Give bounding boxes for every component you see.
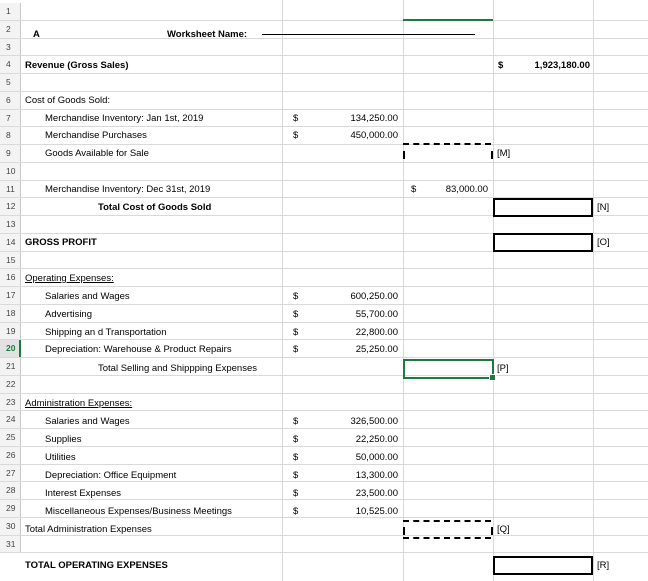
- row-header[interactable]: 11: [0, 181, 21, 198]
- admin-item-label: Interest Expenses: [45, 488, 122, 499]
- row-header[interactable]: 16: [0, 269, 21, 286]
- row-header[interactable]: 2: [0, 21, 21, 38]
- admin-item-dollar: $: [293, 452, 299, 463]
- selected-cell[interactable]: [403, 359, 494, 379]
- input-box-n[interactable]: [493, 198, 593, 217]
- inv-jan-amount: 134,250.00: [350, 113, 398, 124]
- row-header[interactable]: 12: [0, 198, 21, 215]
- row-header[interactable]: 21: [0, 358, 21, 375]
- dashed-tick: [403, 527, 405, 535]
- purchases-label: Merchandise Purchases: [45, 130, 147, 141]
- op-item-amount: 600,250.00: [350, 291, 398, 302]
- admin-item-amount: 10,525.00: [355, 506, 398, 517]
- admin-item-label: Salaries and Wages: [45, 416, 130, 427]
- total-operating-label: TOTAL OPERATING EXPENSES: [25, 560, 168, 571]
- inv-dec-dollar: $: [411, 184, 417, 195]
- row-header[interactable]: 10: [0, 163, 21, 180]
- admin-item-amount: 50,000.00: [355, 452, 398, 463]
- admin-item-amount: 22,250.00: [355, 434, 398, 445]
- revenue-dollar: $: [498, 60, 504, 71]
- op-item-label: Shipping an d Transportation: [45, 327, 167, 338]
- row-header[interactable]: 24: [0, 411, 21, 428]
- op-item-amount: 25,250.00: [355, 344, 398, 355]
- operating-title: Operating Expenses:: [25, 273, 114, 284]
- dashed-tick: [491, 527, 493, 535]
- row-header[interactable]: 29: [0, 500, 21, 517]
- admin-item-label: Depreciation: Office Equipment: [45, 470, 177, 481]
- sheet-row[interactable]: [0, 536, 648, 554]
- op-item-amount: 22,800.00: [355, 327, 398, 338]
- op-item-dollar: $: [293, 309, 299, 320]
- cogs-title: Cost of Goods Sold:: [25, 95, 111, 106]
- sheet-row[interactable]: [0, 39, 648, 57]
- operating-total-label: Total Selling and Shippping Expenses: [98, 363, 257, 374]
- marker-n: [N]: [597, 202, 610, 213]
- input-box-r[interactable]: [493, 556, 593, 575]
- op-item-dollar: $: [293, 327, 299, 338]
- row-header[interactable]: 20: [0, 340, 21, 357]
- admin-title: Administration Expenses:: [25, 398, 133, 409]
- marker-q: [Q]: [497, 524, 510, 535]
- dashed-line: [403, 520, 491, 522]
- sheet-row[interactable]: [0, 21, 648, 39]
- marker-o: [O]: [597, 237, 610, 248]
- admin-item-label: Supplies: [45, 434, 82, 445]
- fill-handle[interactable]: [489, 374, 496, 381]
- row-header[interactable]: 27: [0, 465, 21, 482]
- purchases-dollar: $: [293, 130, 299, 141]
- available-label: Goods Available for Sale: [45, 148, 149, 159]
- row-header[interactable]: 25: [0, 429, 21, 446]
- row-header[interactable]: 31: [0, 536, 21, 553]
- row-header[interactable]: 6: [0, 92, 21, 109]
- admin-item-amount: 326,500.00: [350, 416, 398, 427]
- purchases-amount: 450,000.00: [350, 130, 398, 141]
- sheet-row[interactable]: [0, 252, 648, 270]
- row-header[interactable]: 1: [0, 3, 21, 20]
- admin-item-amount: 23,500.00: [355, 488, 398, 499]
- row-header[interactable]: 14: [0, 234, 21, 251]
- top-border-line: [403, 19, 493, 21]
- admin-item-label: Miscellaneous Expenses/Business Meetings: [45, 506, 232, 517]
- row-header[interactable]: 15: [0, 252, 21, 269]
- marker-m: [M]: [497, 148, 511, 159]
- inv-dec-amount: 83,000.00: [445, 184, 488, 195]
- revenue-label: Revenue (Gross Sales): [25, 60, 129, 71]
- row-header[interactable]: 8: [0, 127, 21, 144]
- row-header[interactable]: 22: [0, 376, 21, 393]
- op-item-label: Salaries and Wages: [45, 291, 130, 302]
- marker-r: [R]: [597, 560, 610, 571]
- worksheet-name-underline: [262, 34, 475, 35]
- row-header[interactable]: 26: [0, 447, 21, 464]
- input-box-o[interactable]: [493, 233, 593, 252]
- cogs-total-label: Total Cost of Goods Sold: [98, 202, 212, 213]
- admin-item-dollar: $: [293, 416, 299, 427]
- row-header[interactable]: 13: [0, 216, 21, 233]
- row-header[interactable]: 30: [0, 518, 21, 535]
- op-item-dollar: $: [293, 291, 299, 302]
- row-header[interactable]: 3: [0, 39, 21, 56]
- inv-jan-label: Merchandise Inventory: Jan 1st, 2019: [45, 113, 204, 124]
- row-header[interactable]: 19: [0, 323, 21, 340]
- inv-jan-dollar: $: [293, 113, 299, 124]
- admin-total-label: Total Administration Expenses: [25, 524, 152, 535]
- op-item-dollar: $: [293, 344, 299, 355]
- dashed-tick: [403, 151, 405, 159]
- row-header[interactable]: 7: [0, 110, 21, 127]
- admin-item-dollar: $: [293, 488, 299, 499]
- dashed-tick: [491, 151, 493, 159]
- op-item-amount: 55,700.00: [355, 309, 398, 320]
- dashed-line: [403, 537, 491, 539]
- worksheet-name-label: Worksheet Name:: [167, 29, 248, 40]
- revenue-amount: 1,923,180.00: [534, 60, 590, 71]
- sheet-row[interactable]: [0, 376, 648, 394]
- admin-item-dollar: $: [293, 470, 299, 481]
- gross-profit-label: GROSS PROFIT: [25, 237, 97, 248]
- admin-item-dollar: $: [293, 434, 299, 445]
- row-header[interactable]: 5: [0, 74, 21, 91]
- admin-item-amount: 13,300.00: [355, 470, 398, 481]
- op-item-label: Depreciation: Warehouse & Product Repairs: [45, 344, 232, 355]
- column-a-label: A: [33, 29, 40, 40]
- op-item-label: Advertising: [45, 309, 92, 320]
- row-header[interactable]: 4: [0, 56, 21, 73]
- dashed-line: [403, 143, 491, 145]
- sheet-row[interactable]: [0, 163, 648, 181]
- row-header[interactable]: 17: [0, 287, 21, 304]
- row-header[interactable]: 28: [0, 482, 21, 499]
- inv-dec-label: Merchandise Inventory: Dec 31st, 2019: [45, 184, 211, 195]
- sheet-row[interactable]: [0, 3, 648, 21]
- row-header[interactable]: 18: [0, 305, 21, 322]
- admin-item-dollar: $: [293, 506, 299, 517]
- admin-item-label: Utilities: [45, 452, 76, 463]
- marker-p: [P]: [497, 363, 509, 374]
- row-header[interactable]: 23: [0, 394, 21, 411]
- sheet-row[interactable]: [0, 216, 648, 234]
- row-header[interactable]: 9: [0, 145, 21, 162]
- sheet-row[interactable]: [0, 74, 648, 92]
